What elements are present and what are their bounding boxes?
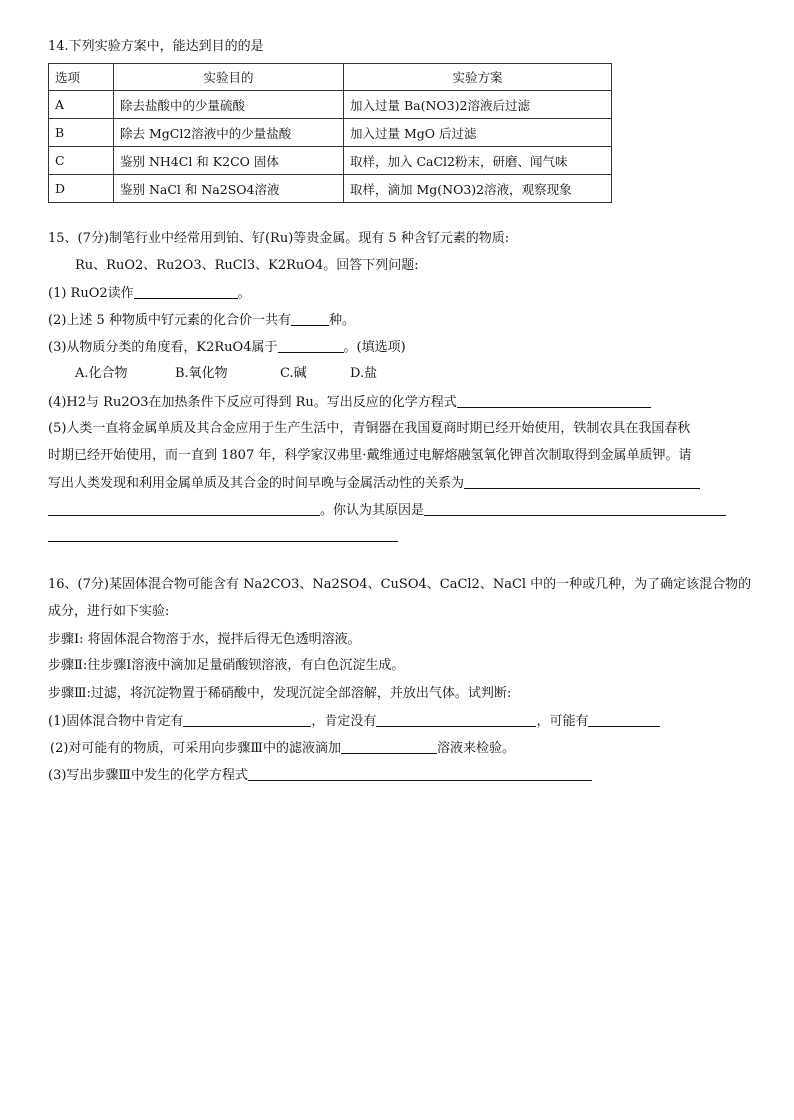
row-plan: 取样，加入 CaCl2粉末，研磨、闻气味 <box>344 147 612 175</box>
q15-part5-line2: 时期已经开始使用，而一直到 1807 年，科学家汉弗里·戴维通过电解熔融氢氧化钾首次制取得到金属单质钾。请 <box>48 448 692 463</box>
table-row <box>49 175 612 203</box>
col-header-purpose: 实验目的 <box>114 64 344 91</box>
table-row <box>49 147 612 175</box>
table-row <box>49 119 612 147</box>
q15-part5-line3: 写出人类发现和利用金属单质及其合金的时间早晚与金属活动性的关系为 <box>48 474 700 493</box>
q16-part2: (2)对可能有的物质，可采用向步骤Ⅲ中的滤液滴加 溶液来检验。 <box>50 741 515 756</box>
q16-step3: 步骤Ⅲ:过滤，将沉淀物置于稀硝酸中，发现沉淀全部溶解，并放出气体。试判断: <box>48 686 512 701</box>
option-c: C.碱 <box>280 366 307 381</box>
q16-part1: (1)固体混合物中肯定有 ，肯定没有 ，可能有 <box>48 712 660 731</box>
row-plan: 加入过量 Ba(NO3)2溶液后过滤 <box>344 91 612 119</box>
answer-blank[interactable] <box>341 739 437 754</box>
q15-part5-line1: (5)人类一直将金属单质及其合金应用于生产生活中，青铜器在我国夏商时期已经开始使用，铁制农具在我国春秋 <box>48 421 691 436</box>
row-option: A <box>49 91 114 119</box>
row-option: B <box>49 119 114 147</box>
option-a: A.化合物 <box>75 366 128 381</box>
q15-part5-line5 <box>48 527 398 546</box>
table-header-row <box>49 64 612 91</box>
answer-blank[interactable] <box>376 712 536 727</box>
q15-part4: (4)H2与 Ru2O3在加热条件下反应可得到 Ru。写出反应的化学方程式 <box>48 393 651 412</box>
q16-intro-line1: 16、(7分)某固体混合物可能含有 Na2CO3、Na2SO4、CuSO4、CaCl2、NaCl 中的一种或几种，为了确定该混合物的 <box>48 577 752 592</box>
row-purpose: 除去 MgCl2溶液中的少量盐酸 <box>114 119 344 147</box>
answer-blank[interactable] <box>464 474 700 489</box>
row-plan: 加入过量 MgO 后过滤 <box>344 119 612 147</box>
q15-part5-line4: 。你认为其原因是 <box>48 501 726 520</box>
q16-step2: 步骤Ⅱ:往步骤Ⅰ溶液中滴加足量硝酸钡溶液，有白色沉淀生成。 <box>48 658 405 673</box>
q15-options <box>75 365 377 383</box>
col-header-option: 选项 <box>49 64 114 91</box>
row-plan: 取样，滴加 Mg(NO3)2溶液，观察现象 <box>344 175 612 203</box>
row-purpose: 鉴别 NH4Cl 和 K2CO 固体 <box>114 147 344 175</box>
answer-blank[interactable] <box>457 393 651 408</box>
answer-blank[interactable] <box>588 712 660 727</box>
answer-blank[interactable] <box>278 338 344 353</box>
q16-intro-line2: 成分，进行如下实验: <box>48 604 170 619</box>
answer-blank[interactable] <box>424 501 726 516</box>
answer-blank[interactable] <box>248 766 592 781</box>
q15-part2: (2)上述 5 种物质中钌元素的化合价一共有 种。 <box>48 313 355 328</box>
q15-part1: (1) RuO2读作 。 <box>48 286 251 301</box>
q16-part3: (3)写出步骤Ⅲ中发生的化学方程式 <box>48 766 592 785</box>
q15-substances: Ru、RuO2、Ru2O3、RuCl3、K2RuO4。回答下列问题: <box>75 258 419 273</box>
table-row <box>49 91 612 119</box>
answer-blank[interactable] <box>183 712 311 727</box>
answer-blank[interactable] <box>48 501 320 516</box>
option-b: B.氧化物 <box>175 366 228 381</box>
q15-intro: 15、(7分)制笔行业中经常用到铂、钌(Ru)等贵金属。现有 5 种含钌元素的物质: <box>48 231 510 246</box>
answer-blank[interactable] <box>134 284 238 299</box>
answer-blank[interactable] <box>291 311 329 326</box>
option-d: D.盐 <box>350 366 378 381</box>
row-purpose: 鉴别 NaCl 和 Na2SO4溶液 <box>114 175 344 203</box>
row-option: D <box>49 175 114 203</box>
q14-stem: 14.下列实验方案中，能达到目的的是 <box>48 39 264 54</box>
q14-table <box>48 63 612 203</box>
q16-step1: 步骤Ⅰ: 将固体混合物溶于水，搅拌后得无色透明溶液。 <box>48 632 361 647</box>
row-option: C <box>49 147 114 175</box>
q15-part3: (3)从物质分类的角度看，K2RuO4属于 。(填选项) <box>48 340 406 355</box>
col-header-plan: 实验方案 <box>344 64 612 91</box>
row-purpose: 除去盐酸中的少量硫酸 <box>114 91 344 119</box>
answer-blank[interactable] <box>48 527 398 542</box>
